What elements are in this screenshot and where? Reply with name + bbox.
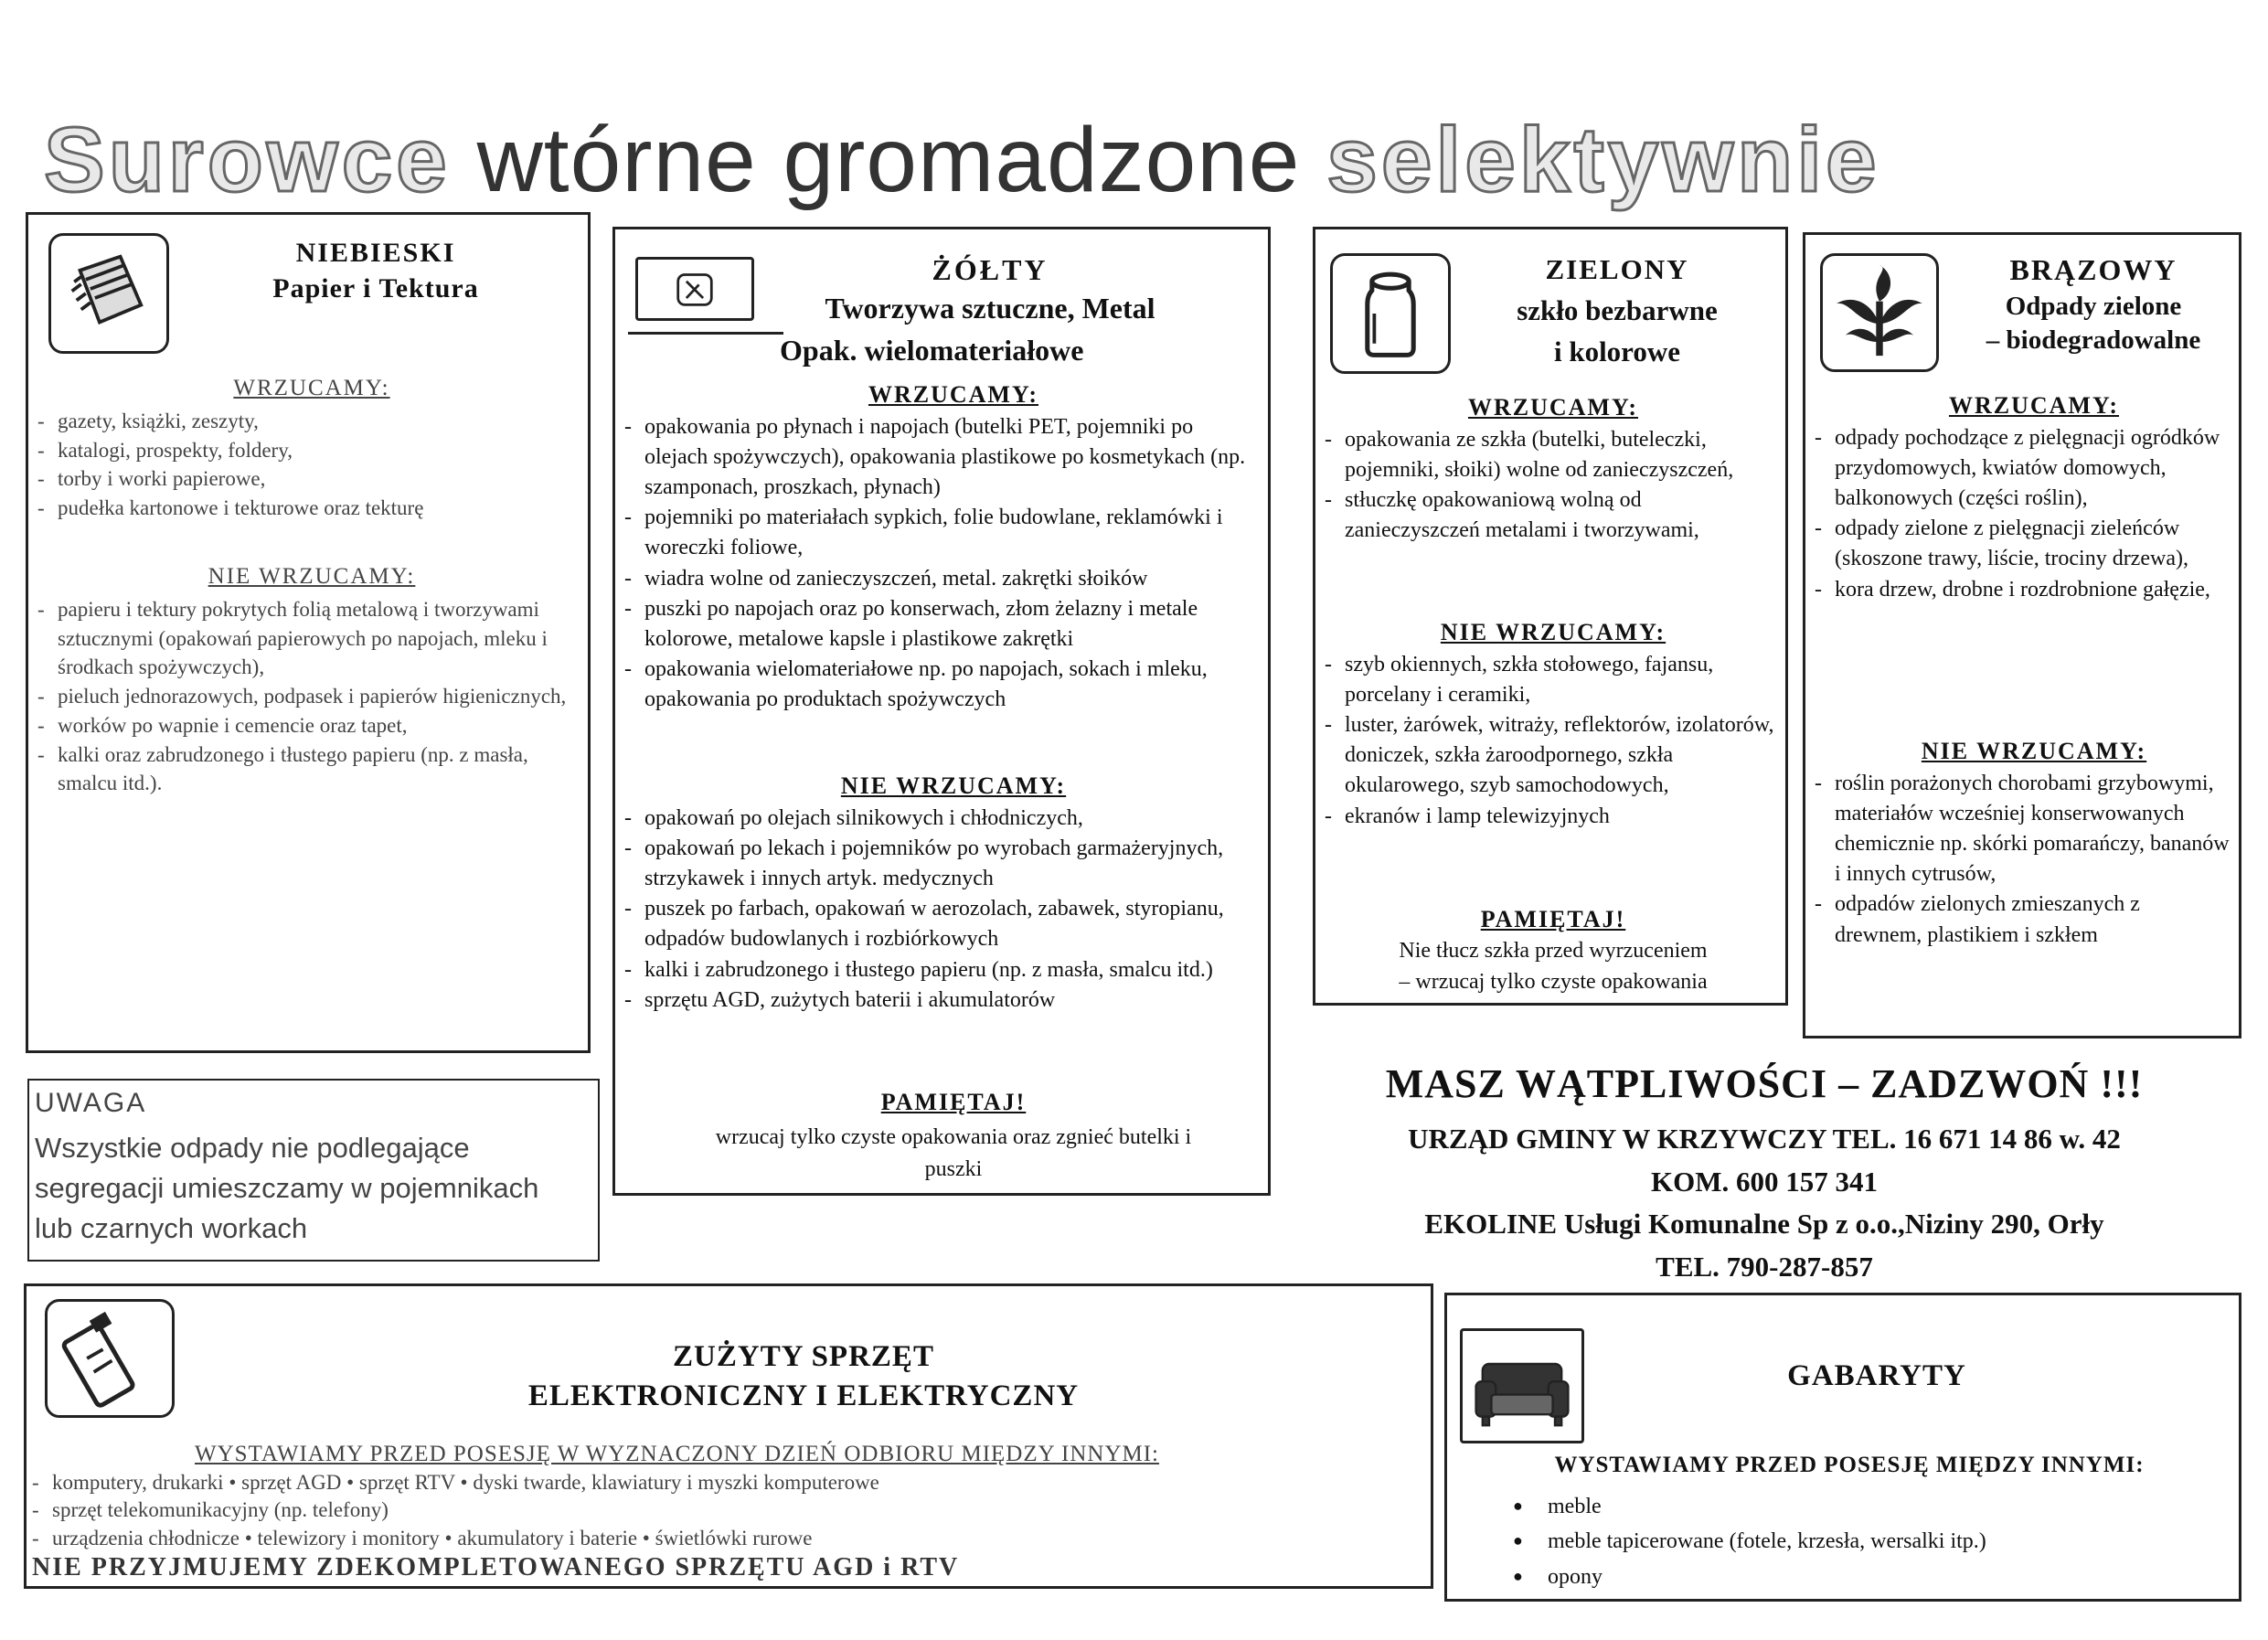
contact-line-3: EKOLINE Usługi Komunalne Sp z o.o.,Niziny 290, Orły [1424,1208,2104,1240]
sofa-icon [1460,1328,1584,1443]
yellow-bin-panel [612,227,1271,1196]
list-item: - torby i worki papierowe, [37,464,577,494]
green-throw-list [1325,425,1778,546]
notice-heading: UWAGA [35,1088,147,1118]
brown-bin-panel [1803,232,2241,1038]
title-part-1: Surowce [44,109,451,211]
yellow-throw-heading: WRZUCAMY: [868,381,1039,408]
yellow-throw-list [624,412,1255,715]
list-item: - pudełka kartonowe i tekturowe oraz tekturę [37,494,577,523]
list-item: - pojemniki po materiałach sypkich, folie budowlane, reklamówki i woreczki foliowe, [624,503,1255,563]
blue-bin-panel [26,212,591,1053]
list-item: - szyb okiennych, szkła stołowego, fajansu, porcelany i ceramiki, [1325,650,1778,710]
blue-color-name: NIEBIESKI [295,238,456,268]
brown-throw-list [1815,423,2231,605]
green-dont-list [1325,650,1778,832]
list-item: - worków po wapnie i cemencie oraz tapet, [37,711,577,740]
brown-dont-heading: NIE WRZUCAMY: [1921,738,2147,764]
bulky-list [1447,1489,2233,1594]
blue-category: Papier i Tektura [272,273,479,304]
green-bin-panel [1313,227,1788,1006]
divider [628,332,783,335]
yellow-remember-text: wrzucaj tylko czyste opakowania oraz zgnieć butelki i puszki [715,1125,1192,1181]
notice-text: Wszystkie odpady nie podlegające segregacji umieszczamy w pojemnikach lub czarnych workach [35,1132,539,1245]
electronics-title-line1: ZUŻYTY SPRZĘT [673,1340,934,1373]
list-item: - urządzenia chłodnicze • telewizory i monitory • akumulatory i baterie • świetlówki rurowe [32,1525,1403,1552]
list-item: - opakowań po lekach i pojemników po wyrobach garmażeryjnych, strzykawek i innych artyk. medycznych [624,834,1255,894]
green-remember-line2: – wrzucaj tylko czyste opakowania [1399,970,1708,994]
electronics-panel [24,1283,1433,1589]
brown-category-line1: Odpady zielone [2005,291,2182,321]
contact-headline: MASZ WĄTPLIWOŚCI – ZADZWOŃ !!! [1385,1061,2144,1106]
list-item: - puszki po napojach oraz po konserwach, złom żelazny i metale kolorowe, metalowe kapsle i plastikowe zakrętki [624,594,1255,655]
green-dont-heading: NIE WRZUCAMY: [1440,619,1666,645]
list-item: - opakowania ze szkła (butelki, buteleczki, pojemniki, słoiki) wolne od zanieczyszczeń, [1325,425,1778,485]
brown-color-name: BRĄZOWY [2009,253,2177,286]
list-item: - odpadów zielonych zmieszanych z drewnem, plastikiem i szkłem [1815,889,2231,950]
electronics-subheading: WYSTAWIAMY PRZED POSESJĘ W WYZNACZONY DZIEŃ ODBIORU MIĘDZY INNYMI: [195,1442,1160,1466]
green-color-name: ZIELONY [1545,253,1689,285]
title-part-3: selektywnie [1326,109,1880,211]
yellow-dont-heading: NIE WRZUCAMY: [840,772,1067,799]
blue-dont-list [37,595,577,798]
green-remember-line1: Nie tłucz szkła przed wyrzuceniem [1399,939,1708,963]
contact-line-1: URZĄD GMINY W KRZYWCZY TEL. 16 671 14 86 w. 42 [1408,1123,2121,1155]
contact-line-2: KOM. 600 157 341 [1651,1165,1878,1198]
yellow-remember-heading: PAMIĘTAJ! [880,1089,1027,1115]
electronics-title-line2: ELEKTRONICZNY I ELEKTRYCZNY [527,1379,1080,1412]
list-item: - katalogi, prospekty, foldery, [37,436,577,465]
yellow-category-line2: Opak. wielomateriałowe [780,334,1084,367]
list-item: - roślin porażonych chorobami grzybowymi, materiałów wcześniej konserwowanych chemicznie np. skórki pomarańczy, bananów i innych cytrusów, [1815,769,2231,889]
battery-icon [45,1299,175,1418]
list-item: - papieru i tektury pokrytych folią metalową i tworzywami sztucznymi (opakowań papierowych po napojach, mleku i środkach spożywczych), [37,595,577,682]
yellow-category-line1: Tworzywa sztuczne, Metal [825,291,1155,325]
list-item: - stłuczkę opakowaniową wolną od zanieczyszczeń metalami i tworzywami, [1325,485,1778,546]
bulky-subheading: WYSTAWIAMY PRZED POSESJĘ MIĘDZY INNYMI: [1554,1453,2145,1477]
glass-jar-icon [1330,253,1451,374]
green-throw-heading: WRZUCAMY: [1467,394,1639,421]
list-item: - opakowania wielomateriałowe np. po napojach, sokach i mleku, opakowania po produktach spożywczych [624,655,1255,715]
yellow-color-name: ŻÓŁTY [932,253,1049,286]
list-item: - ekranów i lamp telewizyjnych [1325,802,1778,832]
list-item: - odpady zielone z pielęgnacji zieleńców (skoszone trawy, liście, trociny drzewa), [1815,514,2231,574]
list-item: - kora drzew, drobne i rozdrobnione gałęzie, [1815,575,2231,605]
blue-throw-heading: WRZUCAMY: [233,376,390,400]
list-item: - odpady pochodzące z pielęgnacji ogródków przydomowych, kwiatów domowych, balkonowych (części roślin), [1815,423,2231,514]
plant-leaves-icon [1820,253,1939,372]
green-remember-heading: PAMIĘTAJ! [1480,906,1626,932]
green-category-line2: i kolorowe [1553,335,1681,367]
list-item: - sprzęt telekomunikacyjny (np. telefony) [32,1496,1403,1524]
paper-icon [48,233,169,354]
electronics-list [32,1469,1403,1552]
list-item: - komputery, drukarki • sprzęt AGD • sprzęt RTV • dyski twarde, klawiatury i myszki komputerowe [32,1469,1403,1496]
list-item: - opakowania po płynach i napojach (butelki PET, pojemniki po olejach spożywczych), opakowania plastikowe po kosmetykach (np. szamponach, proszkach, płynach) [624,412,1255,503]
brown-dont-list [1815,769,2231,951]
list-item: - sprzętu AGD, zużytych baterii i akumulatorów [624,985,1255,1016]
contact-block [1298,1060,2231,1288]
list-item: - wiadra wolne od zanieczyszczeń, metal. zakrętki słoików [624,564,1255,594]
list-item: ● meble [1447,1489,2233,1524]
list-item: - kalki i zabrudzonego i tłustego papieru (np. z masła, smalcu itd.) [624,955,1255,985]
blue-dont-heading: NIE WRZUCAMY: [208,564,416,589]
list-item: - kalki oraz zabrudzonego i tłustego papieru (np. z masła, smalcu itd.). [37,740,577,798]
list-item: ● meble tapicerowane (fotele, krzesła, wersalki itp.) [1447,1524,2233,1559]
bulky-title: GABARYTY [1787,1359,1966,1392]
list-item: ● opony [1447,1560,2233,1594]
list-item: - gazety, książki, zeszyty, [37,407,577,436]
list-item: - pieluch jednorazowych, podpasek i papierów higienicznych, [37,682,577,711]
brown-category-line2: – biodegradowalne [1986,325,2201,356]
contact-line-4: TEL. 790-287-857 [1656,1250,1873,1283]
title-part-2: wtórne gromadzone [450,109,1327,211]
brown-throw-heading: WRZUCAMY: [1948,392,2120,419]
list-item: - puszek po farbach, opakowań w aerozolach, zabawek, styropianu, odpadów budowlanych i rozbiórkowych [624,894,1255,954]
bulky-waste-panel [1444,1293,2241,1602]
green-category-line1: szkło bezbarwne [1517,293,1718,326]
page-title [44,108,1880,213]
blue-throw-list [37,407,577,523]
electronics-footer: NIE PRZYJMUJEMY ZDEKOMPLETOWANEGO SPRZĘTU AGD i RTV [32,1553,960,1581]
notice-panel [27,1079,600,1262]
recycle-bin-icon [635,257,754,321]
list-item: - luster, żarówek, witraży, reflektorów, izolatorów, doniczek, szkła żaroodpornego, szkła okularowego, szyb samochodowych, [1325,710,1778,801]
list-item: - opakowań po olejach silnikowych i chłodniczych, [624,804,1255,834]
yellow-dont-list [624,804,1255,1016]
